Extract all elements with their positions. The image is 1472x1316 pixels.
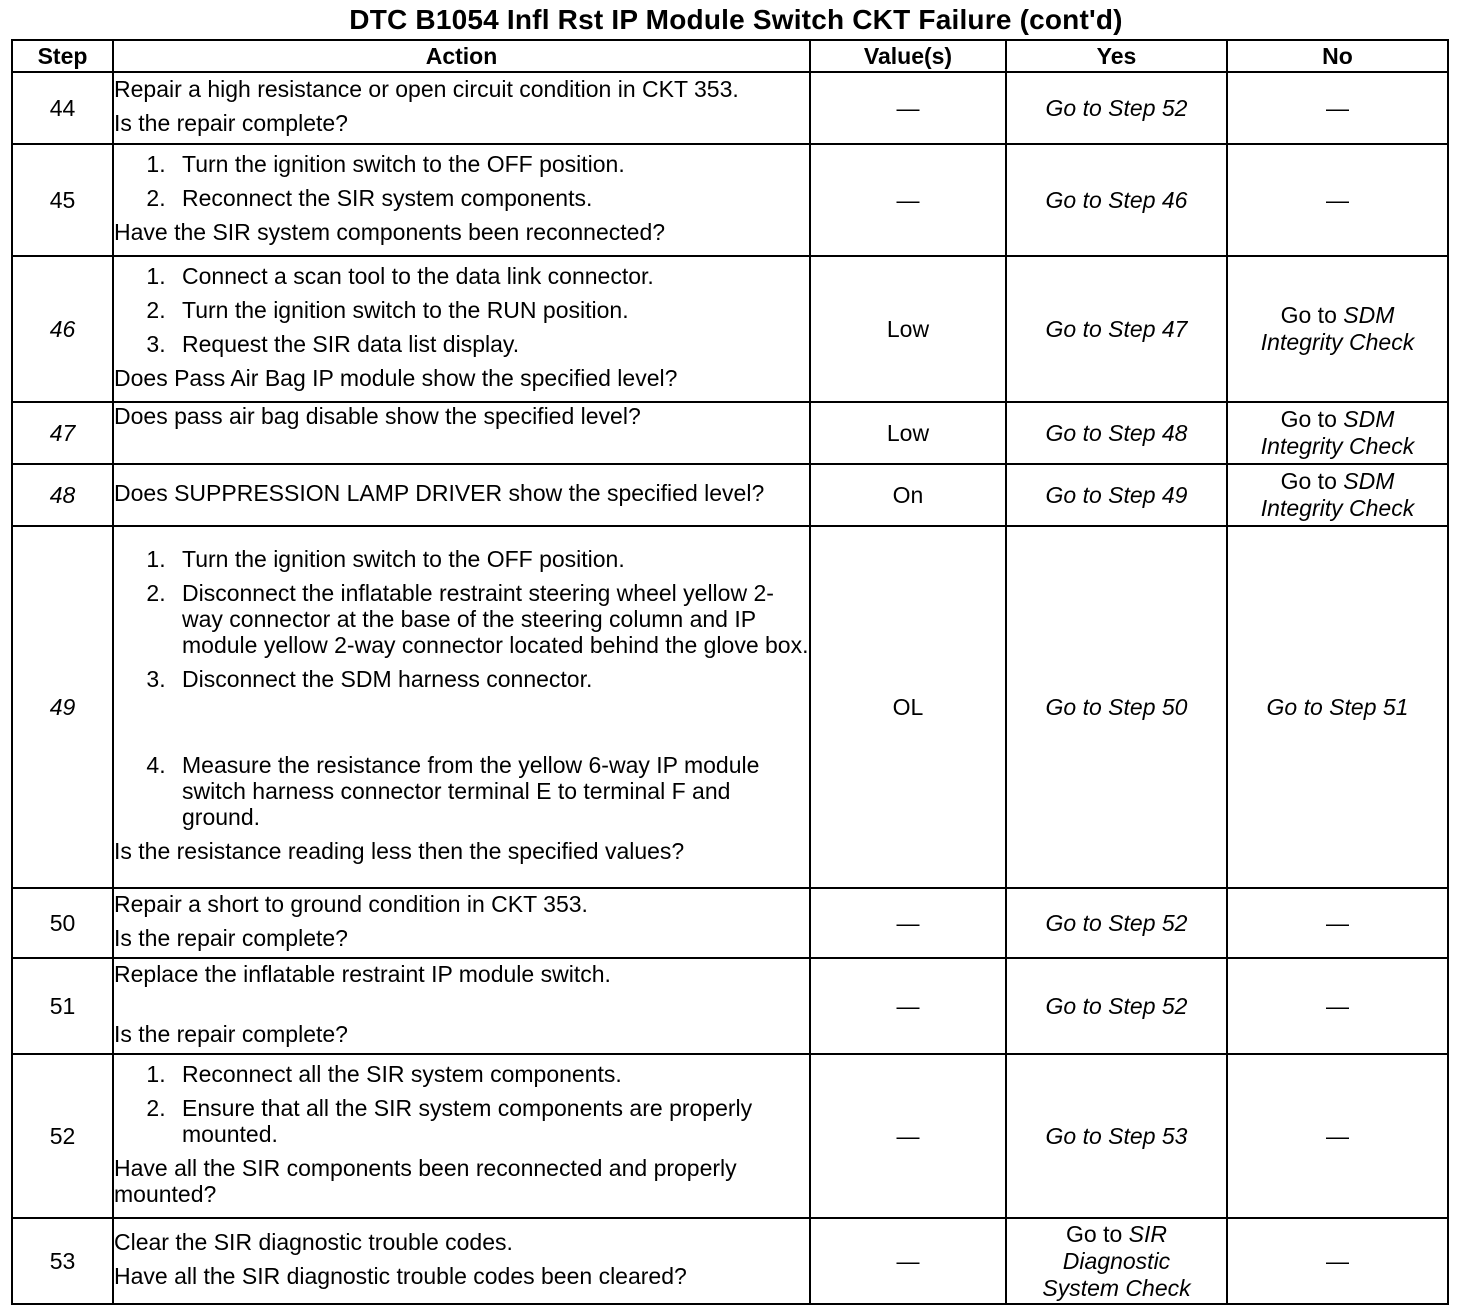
action-text: Repair a high resistance or open circuit condition in CKT 353. <box>114 76 739 102</box>
action-text: Clear the SIR diagnostic trouble codes. <box>114 1229 513 1255</box>
yes-cell: Go to Step 47 <box>1006 256 1227 402</box>
step-number: 51 <box>12 958 113 1054</box>
action-question: Is the repair complete? <box>114 925 348 951</box>
table-row <box>12 958 1448 1054</box>
action-cell <box>113 402 810 464</box>
action-step: 3. Request the SIR data list display. <box>172 331 809 357</box>
yes-link: SIR <box>1128 1220 1167 1247</box>
value-cell: OL <box>810 526 1006 888</box>
step-number: 52 <box>12 1054 113 1218</box>
action-step: 1. Turn the ignition switch to the OFF position. <box>172 151 809 177</box>
table-row <box>12 464 1448 526</box>
value-cell: — <box>810 1054 1006 1218</box>
value-cell: — <box>810 72 1006 144</box>
no-link: Integrity Check <box>1260 329 1415 355</box>
step-number: 44 <box>12 72 113 144</box>
action-question: Does SUPPRESSION LAMP DRIVER show the specified level? <box>114 480 765 506</box>
no-cell: — <box>1227 1218 1448 1304</box>
action-step: 3. Disconnect the SDM harness connector. <box>172 666 809 692</box>
table-row <box>12 256 1448 402</box>
no-text: Go to <box>1280 468 1337 494</box>
value-cell: — <box>810 1218 1006 1304</box>
action-step: 2. Disconnect the inflatable restraint steering wheel yellow 2-way connector at the base of the steering column and IP module yellow 2-way connector located behind the glove box. <box>172 580 809 658</box>
table-header-row <box>12 40 1448 72</box>
action-question: Does pass air bag disable show the specified level? <box>114 403 641 429</box>
header-yes: Yes <box>1006 40 1227 72</box>
table-row <box>12 402 1448 464</box>
value-cell: — <box>810 888 1006 958</box>
action-question: Is the resistance reading less then the specified values? <box>114 838 685 864</box>
action-text: Replace the inflatable restraint IP module switch. <box>114 961 611 987</box>
no-cell: — <box>1227 1054 1448 1218</box>
header-step: Step <box>12 40 113 72</box>
table-row <box>12 1218 1448 1304</box>
action-step: 1. Connect a scan tool to the data link connector. <box>172 263 809 289</box>
yes-cell: Go to Step 53 <box>1006 1054 1227 1218</box>
action-steps <box>114 263 809 357</box>
action-step: 1. Reconnect all the SIR system components. <box>172 1061 809 1087</box>
action-cell <box>113 464 810 526</box>
yes-text: Go to <box>1066 1220 1123 1247</box>
yes-cell: Go to Step 52 <box>1006 888 1227 958</box>
header-values: Value(s) <box>810 40 1006 72</box>
table-row <box>12 1054 1448 1218</box>
yes-cell: Go to Step 46 <box>1006 144 1227 256</box>
no-link: SDM <box>1343 468 1395 494</box>
no-cell: — <box>1227 888 1448 958</box>
action-cell <box>113 1054 810 1218</box>
action-text: Repair a short to ground condition in CKT 353. <box>114 891 588 917</box>
yes-cell: Go to Step 48 <box>1006 402 1227 464</box>
yes-cell: Go to Step 52 <box>1006 72 1227 144</box>
action-cell <box>113 958 810 1054</box>
action-cell <box>113 526 810 888</box>
yes-link: System Check <box>1042 1274 1191 1301</box>
action-steps <box>114 151 809 211</box>
action-cell <box>113 888 810 958</box>
no-cell: — <box>1227 958 1448 1054</box>
action-cell <box>113 144 810 256</box>
step-number: 49 <box>12 526 113 888</box>
action-step: 2. Turn the ignition switch to the RUN position. <box>172 297 809 323</box>
no-text: Go to <box>1280 302 1337 328</box>
no-link: SDM <box>1343 406 1395 432</box>
action-question: Is the repair complete? <box>114 110 348 136</box>
action-cell <box>113 256 810 402</box>
no-link: Integrity Check <box>1260 433 1415 459</box>
no-cell <box>1227 256 1448 402</box>
action-step: 4. Measure the resistance from the yellow 6-way IP module switch harness connector terminal E to terminal F and ground. <box>172 752 809 830</box>
table-row <box>12 72 1448 144</box>
step-number: 47 <box>12 402 113 464</box>
value-cell: Low <box>810 402 1006 464</box>
value-cell: — <box>810 144 1006 256</box>
action-question: Is the repair complete? <box>114 1021 348 1047</box>
no-cell <box>1227 402 1448 464</box>
yes-cell: Go to Step 50 <box>1006 526 1227 888</box>
no-link: Integrity Check <box>1260 495 1415 521</box>
step-number: 50 <box>12 888 113 958</box>
yes-link: Diagnostic <box>1062 1247 1171 1274</box>
value-cell: On <box>810 464 1006 526</box>
header-action: Action <box>113 40 810 72</box>
value-cell: Low <box>810 256 1006 402</box>
no-cell <box>1227 464 1448 526</box>
action-question: Does Pass Air Bag IP module show the specified level? <box>114 365 678 391</box>
action-steps <box>114 546 809 830</box>
step-number: 45 <box>12 144 113 256</box>
yes-cell: Go to Step 49 <box>1006 464 1227 526</box>
action-step: 1. Turn the ignition switch to the OFF position. <box>172 546 809 572</box>
action-steps <box>114 1061 809 1147</box>
diagnostic-table <box>11 39 1449 1305</box>
yes-cell <box>1006 1218 1227 1304</box>
step-number: 46 <box>12 256 113 402</box>
table-row <box>12 888 1448 958</box>
no-text: Go to <box>1280 406 1337 432</box>
no-link: SDM <box>1343 302 1395 328</box>
table-row <box>12 144 1448 256</box>
step-number: 48 <box>12 464 113 526</box>
action-question: Have the SIR system components been reconnected? <box>114 219 666 245</box>
action-step: 2. Ensure that all the SIR system components are properly mounted. <box>172 1095 809 1147</box>
action-cell <box>113 72 810 144</box>
action-step: 2. Reconnect the SIR system components. <box>172 185 809 211</box>
action-cell <box>113 1218 810 1304</box>
no-cell: — <box>1227 72 1448 144</box>
action-question: Have all the SIR diagnostic trouble codes been cleared? <box>114 1263 687 1289</box>
no-cell: — <box>1227 144 1448 256</box>
value-cell: — <box>810 958 1006 1054</box>
action-question: Have all the SIR components been reconnected and properly mounted? <box>114 1155 737 1207</box>
table-row <box>12 526 1448 888</box>
no-cell: Go to Step 51 <box>1227 526 1448 888</box>
yes-cell: Go to Step 52 <box>1006 958 1227 1054</box>
header-no: No <box>1227 40 1448 72</box>
step-number: 53 <box>12 1218 113 1304</box>
page-title: DTC B1054 Infl Rst IP Module Switch CKT Failure (cont'd) <box>349 4 1123 35</box>
